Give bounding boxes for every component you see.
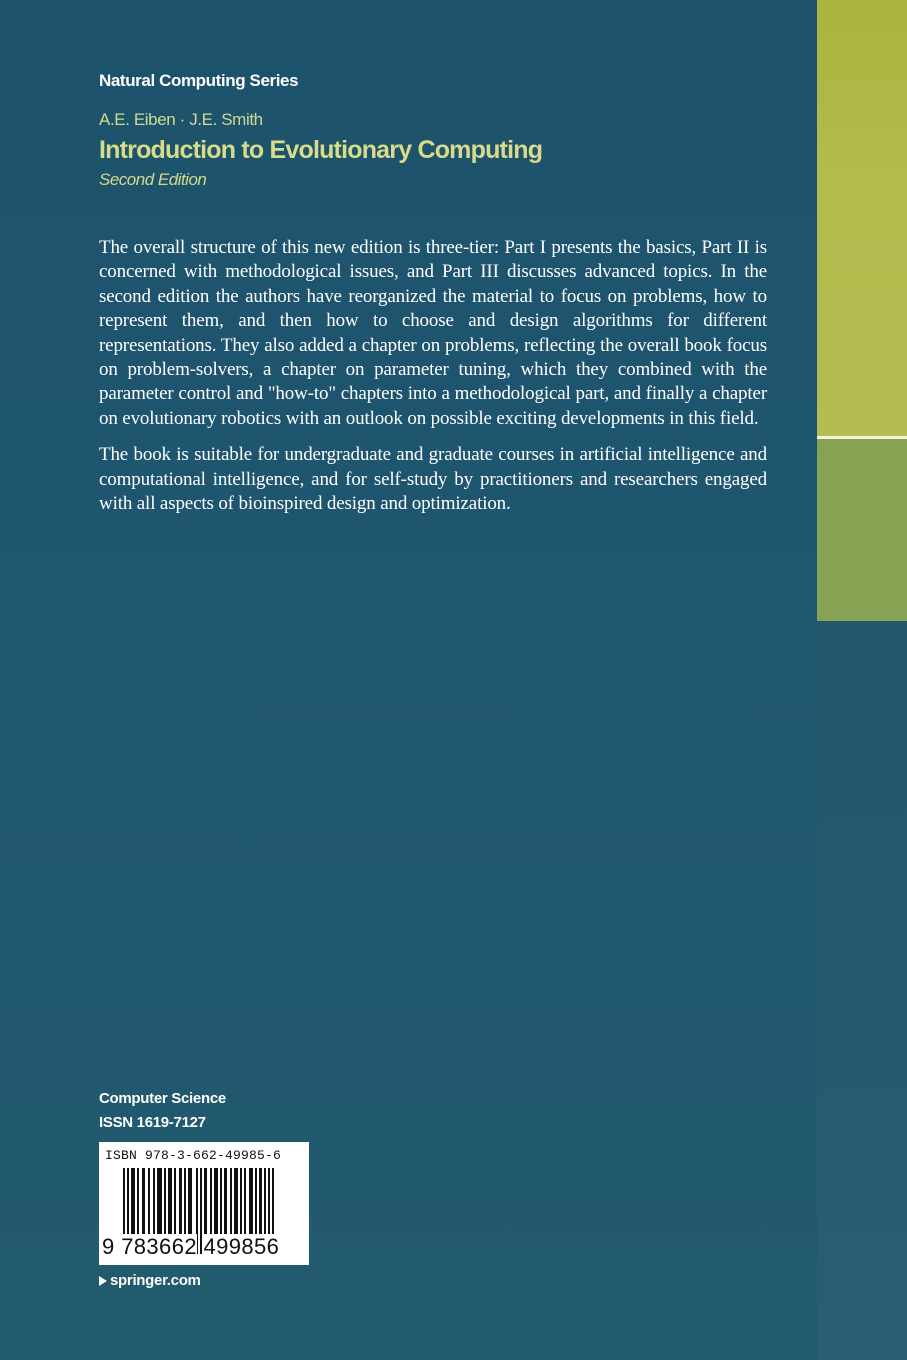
authors: A.E. Eiben · J.E. Smith (99, 110, 263, 129)
barcode-digits-left: 783662 (121, 1234, 197, 1259)
issn: ISSN 1619-7127 (99, 1114, 206, 1131)
barcode-digits-right: 499856 (203, 1234, 280, 1259)
decorative-texture (817, 621, 907, 1360)
edition: Second Edition (99, 170, 207, 189)
play-arrow-icon (99, 1276, 107, 1286)
decorative-strip-yellow (817, 0, 907, 436)
isbn-label: ISBN 978-3-662-49985-6 (105, 1148, 282, 1163)
publisher-link-label: springer.com (110, 1272, 201, 1289)
blurb-paragraph: The overall structure of this new edition is three-tier: Part I presents the basics, Part II is concerned with methodological issues, and Part III discusses advanced topics. In the second edition the authors have reorganized the material to focus on problems, how to represent them, and then how to choose and design algorithms for different representations. They also added a chapter on problems, reflecting the overall book focus on problem-solvers, a chapter on parameter tuning, which they combined with the parameter control and "how-to" chapters into a methodological part, and finally a chapter on evolutionary robotics with an outlook on possible exciting developments in this field. (99, 237, 767, 429)
barcode-digits (102, 1234, 279, 1260)
decorative-strip-green (817, 439, 907, 621)
series-name: Natural Computing Series (99, 71, 299, 90)
isbn-barcode (99, 1142, 309, 1265)
blurb (99, 236, 767, 528)
blurb-paragraph: The book is suitable for undergraduate and graduate courses in artificial intelligence and computational intelligence, and for self-study by practitioners and researchers engaged with all aspects of bioinspired design and optimization. (99, 444, 767, 515)
book-title: Introduction to Evolutionary Computing (99, 136, 543, 164)
barcode-digit-first: 9 (102, 1234, 115, 1259)
subject-category: Computer Science (99, 1090, 226, 1107)
publisher-link[interactable] (99, 1272, 201, 1289)
